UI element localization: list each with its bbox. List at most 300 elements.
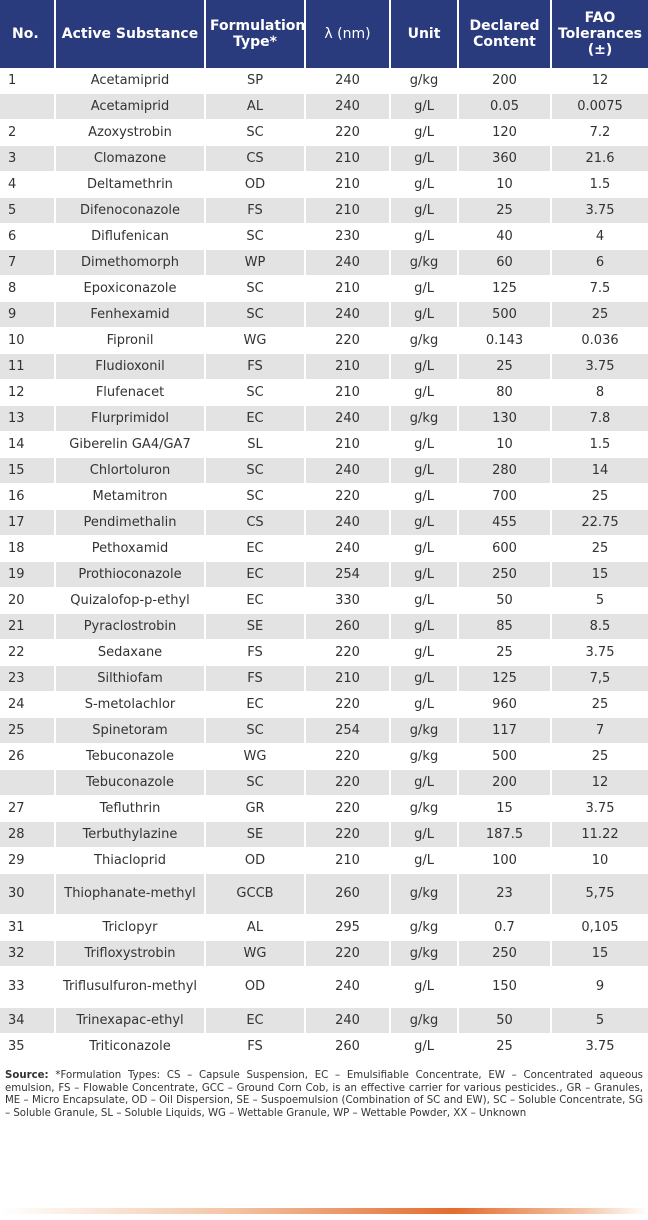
cell-declared-content: 0.05: [458, 94, 551, 120]
cell-wavelength: 220: [305, 770, 390, 796]
cell-wavelength: 210: [305, 432, 390, 458]
cell-unit: g/L: [390, 302, 458, 328]
table-row: [0, 146, 648, 172]
table-row: [0, 718, 648, 744]
cell-no: 10: [0, 328, 55, 354]
table-row: [0, 1034, 648, 1060]
cell-unit: g/L: [390, 120, 458, 146]
cell-fao-tolerance: 3.75: [551, 354, 648, 380]
cell-active-substance: Acetamiprid: [55, 94, 205, 120]
header-no: No.: [0, 0, 55, 68]
cell-fao-tolerance: 1.5: [551, 432, 648, 458]
cell-unit: g/L: [390, 614, 458, 640]
cell-no: 6: [0, 224, 55, 250]
cell-unit: g/L: [390, 588, 458, 614]
table-row: [0, 380, 648, 406]
cell-wavelength: 220: [305, 941, 390, 967]
cell-formulation-type: FS: [205, 666, 305, 692]
cell-no: 28: [0, 822, 55, 848]
header-row: [0, 0, 648, 68]
cell-declared-content: 25: [458, 198, 551, 224]
cell-no: 14: [0, 432, 55, 458]
cell-declared-content: 200: [458, 68, 551, 94]
cell-unit: g/L: [390, 432, 458, 458]
cell-wavelength: 240: [305, 510, 390, 536]
header-unit: Unit: [390, 0, 458, 68]
cell-active-substance: Chlortoluron: [55, 458, 205, 484]
table-row: [0, 510, 648, 536]
cell-formulation-type: GCCB: [205, 874, 305, 915]
cell-active-substance: Difenoconazole: [55, 198, 205, 224]
cell-fao-tolerance: 4: [551, 224, 648, 250]
cell-wavelength: 240: [305, 94, 390, 120]
cell-no: 21: [0, 614, 55, 640]
cell-no: 2: [0, 120, 55, 146]
cell-active-substance: Deltamethrin: [55, 172, 205, 198]
cell-declared-content: 600: [458, 536, 551, 562]
cell-declared-content: 960: [458, 692, 551, 718]
cell-active-substance: Azoxystrobin: [55, 120, 205, 146]
cell-formulation-type: SL: [205, 432, 305, 458]
cell-wavelength: 220: [305, 328, 390, 354]
cell-active-substance: Pyraclostrobin: [55, 614, 205, 640]
cell-wavelength: 240: [305, 406, 390, 432]
cell-wavelength: 240: [305, 1008, 390, 1034]
cell-fao-tolerance: 10: [551, 848, 648, 874]
cell-unit: g/L: [390, 640, 458, 666]
cell-no: 27: [0, 796, 55, 822]
cell-fao-tolerance: 7,5: [551, 666, 648, 692]
cell-wavelength: 260: [305, 614, 390, 640]
cell-fao-tolerance: 15: [551, 562, 648, 588]
cell-wavelength: 220: [305, 822, 390, 848]
cell-active-substance: Triclopyr: [55, 915, 205, 941]
cell-declared-content: 250: [458, 941, 551, 967]
cell-wavelength: 210: [305, 198, 390, 224]
cell-no: 8: [0, 276, 55, 302]
cell-declared-content: 80: [458, 380, 551, 406]
cell-no: 32: [0, 941, 55, 967]
cell-declared-content: 130: [458, 406, 551, 432]
cell-declared-content: 85: [458, 614, 551, 640]
cell-fao-tolerance: 7.8: [551, 406, 648, 432]
cell-active-substance: Metamitron: [55, 484, 205, 510]
cell-no: 18: [0, 536, 55, 562]
cell-wavelength: 230: [305, 224, 390, 250]
cell-declared-content: 250: [458, 562, 551, 588]
cell-active-substance: Fipronil: [55, 328, 205, 354]
cell-fao-tolerance: 3.75: [551, 1034, 648, 1060]
cell-active-substance: Tebuconazole: [55, 770, 205, 796]
cell-wavelength: 330: [305, 588, 390, 614]
cell-active-substance: Flufenacet: [55, 380, 205, 406]
cell-no: 23: [0, 666, 55, 692]
cell-active-substance: Clomazone: [55, 146, 205, 172]
cell-active-substance: Quizalofop-p-ethyl: [55, 588, 205, 614]
cell-formulation-type: EC: [205, 406, 305, 432]
cell-declared-content: 0.7: [458, 915, 551, 941]
cell-declared-content: 23: [458, 874, 551, 915]
cell-active-substance: Pendimethalin: [55, 510, 205, 536]
table-row: [0, 328, 648, 354]
cell-active-substance: Epoxiconazole: [55, 276, 205, 302]
cell-unit: g/kg: [390, 1008, 458, 1034]
cell-no: [0, 770, 55, 796]
table-row: [0, 588, 648, 614]
cell-wavelength: 220: [305, 484, 390, 510]
table-body: [0, 68, 648, 1060]
cell-wavelength: 220: [305, 640, 390, 666]
cell-unit: g/L: [390, 770, 458, 796]
table-row: [0, 967, 648, 1008]
cell-declared-content: 25: [458, 354, 551, 380]
cell-active-substance: Tebuconazole: [55, 744, 205, 770]
cell-fao-tolerance: 7.5: [551, 276, 648, 302]
cell-fao-tolerance: 25: [551, 302, 648, 328]
cell-wavelength: 220: [305, 120, 390, 146]
table-row: [0, 562, 648, 588]
cell-no: 19: [0, 562, 55, 588]
cell-no: 7: [0, 250, 55, 276]
cell-formulation-type: FS: [205, 198, 305, 224]
table-row: [0, 640, 648, 666]
cell-fao-tolerance: 25: [551, 484, 648, 510]
cell-fao-tolerance: 8: [551, 380, 648, 406]
cell-fao-tolerance: 11.22: [551, 822, 648, 848]
cell-declared-content: 280: [458, 458, 551, 484]
cell-declared-content: 10: [458, 172, 551, 198]
cell-no: 25: [0, 718, 55, 744]
cell-declared-content: 700: [458, 484, 551, 510]
cell-no: 11: [0, 354, 55, 380]
cell-wavelength: 240: [305, 68, 390, 94]
cell-no: 16: [0, 484, 55, 510]
cell-wavelength: 210: [305, 276, 390, 302]
table-row: [0, 250, 648, 276]
cell-formulation-type: SP: [205, 68, 305, 94]
source-footnote: [5, 1070, 643, 1120]
cell-no: 13: [0, 406, 55, 432]
cell-fao-tolerance: 0.036: [551, 328, 648, 354]
cell-unit: g/kg: [390, 68, 458, 94]
cell-declared-content: 200: [458, 770, 551, 796]
cell-no: 12: [0, 380, 55, 406]
table-row: [0, 458, 648, 484]
cell-no: 35: [0, 1034, 55, 1060]
cell-declared-content: 117: [458, 718, 551, 744]
cell-formulation-type: SC: [205, 120, 305, 146]
cell-active-substance: Triflusulfuron-methyl: [55, 967, 205, 1008]
table-row: [0, 666, 648, 692]
cell-active-substance: Giberelin GA4/GA7: [55, 432, 205, 458]
cell-no: 1: [0, 68, 55, 94]
cell-unit: g/L: [390, 536, 458, 562]
table-row: [0, 172, 648, 198]
cell-wavelength: 240: [305, 967, 390, 1008]
cell-unit: g/L: [390, 172, 458, 198]
table-row: [0, 796, 648, 822]
cell-wavelength: 210: [305, 666, 390, 692]
header-formulation-type: Formulation Type*: [205, 0, 305, 68]
cell-active-substance: Sedaxane: [55, 640, 205, 666]
cell-active-substance: Pethoxamid: [55, 536, 205, 562]
cell-active-substance: Acetamiprid: [55, 68, 205, 94]
footnote-label: Source:: [5, 1070, 49, 1081]
cell-fao-tolerance: 21.6: [551, 146, 648, 172]
cell-declared-content: 360: [458, 146, 551, 172]
cell-wavelength: 210: [305, 354, 390, 380]
cell-active-substance: Fludioxonil: [55, 354, 205, 380]
cell-unit: g/kg: [390, 941, 458, 967]
cell-declared-content: 100: [458, 848, 551, 874]
cell-wavelength: 210: [305, 172, 390, 198]
cell-unit: g/L: [390, 666, 458, 692]
cell-fao-tolerance: 3.75: [551, 640, 648, 666]
table-row: [0, 770, 648, 796]
cell-formulation-type: OD: [205, 967, 305, 1008]
cell-active-substance: Diflufenican: [55, 224, 205, 250]
cell-formulation-type: WG: [205, 744, 305, 770]
cell-formulation-type: SC: [205, 276, 305, 302]
header-declared-content: Declared Content: [458, 0, 551, 68]
cell-unit: g/kg: [390, 718, 458, 744]
cell-unit: g/kg: [390, 874, 458, 915]
cell-fao-tolerance: 7.2: [551, 120, 648, 146]
cell-unit: g/kg: [390, 328, 458, 354]
cell-unit: g/kg: [390, 406, 458, 432]
cell-wavelength: 210: [305, 380, 390, 406]
table-row: [0, 1008, 648, 1034]
cell-wavelength: 240: [305, 536, 390, 562]
cell-formulation-type: SC: [205, 770, 305, 796]
cell-active-substance: Flurprimidol: [55, 406, 205, 432]
cell-unit: g/L: [390, 510, 458, 536]
cell-active-substance: Thiacloprid: [55, 848, 205, 874]
cell-fao-tolerance: 0.0075: [551, 94, 648, 120]
cell-formulation-type: SC: [205, 458, 305, 484]
cell-formulation-type: SE: [205, 822, 305, 848]
table-row: [0, 822, 648, 848]
cell-unit: g/kg: [390, 915, 458, 941]
cell-no: 24: [0, 692, 55, 718]
cell-declared-content: 125: [458, 276, 551, 302]
cell-active-substance: Prothioconazole: [55, 562, 205, 588]
cell-unit: g/L: [390, 967, 458, 1008]
cell-fao-tolerance: 3.75: [551, 796, 648, 822]
cell-unit: g/L: [390, 198, 458, 224]
table-row: [0, 536, 648, 562]
table-header: [0, 0, 648, 68]
cell-no: 17: [0, 510, 55, 536]
cell-formulation-type: AL: [205, 94, 305, 120]
cell-declared-content: 50: [458, 588, 551, 614]
table-row: [0, 354, 648, 380]
cell-declared-content: 455: [458, 510, 551, 536]
cell-formulation-type: EC: [205, 1008, 305, 1034]
cell-declared-content: 120: [458, 120, 551, 146]
cell-wavelength: 254: [305, 718, 390, 744]
table-row: [0, 302, 648, 328]
cell-fao-tolerance: 5: [551, 588, 648, 614]
cell-formulation-type: EC: [205, 692, 305, 718]
cell-formulation-type: WG: [205, 328, 305, 354]
cell-formulation-type: OD: [205, 172, 305, 198]
table-row: [0, 224, 648, 250]
cell-formulation-type: WG: [205, 941, 305, 967]
table-row: [0, 484, 648, 510]
cell-declared-content: 40: [458, 224, 551, 250]
cell-no: 15: [0, 458, 55, 484]
cell-declared-content: 187.5: [458, 822, 551, 848]
cell-formulation-type: EC: [205, 562, 305, 588]
table-row: [0, 692, 648, 718]
cell-active-substance: Triticonazole: [55, 1034, 205, 1060]
cell-fao-tolerance: 5,75: [551, 874, 648, 915]
table-row: [0, 94, 648, 120]
cell-no: [0, 94, 55, 120]
cell-fao-tolerance: 14: [551, 458, 648, 484]
cell-no: 26: [0, 744, 55, 770]
cell-unit: g/L: [390, 146, 458, 172]
cell-unit: g/L: [390, 276, 458, 302]
cell-wavelength: 210: [305, 146, 390, 172]
cell-unit: g/L: [390, 1034, 458, 1060]
cell-no: 9: [0, 302, 55, 328]
cell-declared-content: 150: [458, 967, 551, 1008]
table-row: [0, 406, 648, 432]
cell-fao-tolerance: 9: [551, 967, 648, 1008]
cell-no: 29: [0, 848, 55, 874]
cell-formulation-type: GR: [205, 796, 305, 822]
cell-unit: g/L: [390, 562, 458, 588]
cell-formulation-type: SC: [205, 302, 305, 328]
cell-formulation-type: CS: [205, 510, 305, 536]
table-row: [0, 432, 648, 458]
cell-no: 31: [0, 915, 55, 941]
cell-active-substance: Trifloxystrobin: [55, 941, 205, 967]
cell-declared-content: 60: [458, 250, 551, 276]
cell-declared-content: 125: [458, 666, 551, 692]
cell-fao-tolerance: 8.5: [551, 614, 648, 640]
table-row: [0, 120, 648, 146]
cell-declared-content: 10: [458, 432, 551, 458]
cell-formulation-type: FS: [205, 354, 305, 380]
table-row: [0, 614, 648, 640]
cell-unit: g/L: [390, 458, 458, 484]
cell-no: 22: [0, 640, 55, 666]
cell-declared-content: 15: [458, 796, 551, 822]
cell-unit: g/L: [390, 354, 458, 380]
cell-wavelength: 240: [305, 302, 390, 328]
cell-fao-tolerance: 7: [551, 718, 648, 744]
footnote-text: *Formulation Types: CS – Capsule Suspension, EC – Emulsifiable Concentrate, EW – Concentrated aqueous emulsion, FS – Flowable Concentrate, GCC – Ground Corn Cob, is an effective carrier for various pesticides., GR – Granules, ME – Micro Encapsulate, OD – Oil Dispersion, SE – Suspoemulsion (Combination of SC and EW), SC – Soluble Concentrate, SG – Soluble Granule, SL – Soluble Liquids, WG – Wettable Granule, WP – Wettable Powder, XX – Unknown: [5, 1070, 643, 1119]
cell-active-substance: Terbuthylazine: [55, 822, 205, 848]
cell-fao-tolerance: 22.75: [551, 510, 648, 536]
cell-wavelength: 260: [305, 1034, 390, 1060]
cell-formulation-type: FS: [205, 640, 305, 666]
cell-unit: g/L: [390, 94, 458, 120]
cell-wavelength: 240: [305, 250, 390, 276]
cell-wavelength: 220: [305, 692, 390, 718]
cell-formulation-type: EC: [205, 536, 305, 562]
table-row: [0, 848, 648, 874]
cell-unit: g/L: [390, 380, 458, 406]
header-wavelength: λ (nm): [305, 0, 390, 68]
cell-declared-content: 50: [458, 1008, 551, 1034]
cell-formulation-type: SE: [205, 614, 305, 640]
cell-wavelength: 260: [305, 874, 390, 915]
table-row: [0, 276, 648, 302]
cell-active-substance: S-metolachlor: [55, 692, 205, 718]
cell-fao-tolerance: 25: [551, 692, 648, 718]
cell-declared-content: 0.143: [458, 328, 551, 354]
cell-no: 33: [0, 967, 55, 1008]
cell-fao-tolerance: 6: [551, 250, 648, 276]
cell-formulation-type: FS: [205, 1034, 305, 1060]
cell-no: 34: [0, 1008, 55, 1034]
table-row: [0, 874, 648, 915]
cell-wavelength: 240: [305, 458, 390, 484]
cell-unit: g/L: [390, 692, 458, 718]
cell-active-substance: Trinexapac-ethyl: [55, 1008, 205, 1034]
cell-wavelength: 210: [305, 848, 390, 874]
cell-unit: g/L: [390, 484, 458, 510]
cell-formulation-type: EC: [205, 588, 305, 614]
cell-wavelength: 295: [305, 915, 390, 941]
cell-active-substance: Silthiofam: [55, 666, 205, 692]
cell-active-substance: Dimethomorph: [55, 250, 205, 276]
cell-formulation-type: SC: [205, 224, 305, 250]
cell-wavelength: 254: [305, 562, 390, 588]
cell-fao-tolerance: 12: [551, 770, 648, 796]
table-row: [0, 198, 648, 224]
cell-active-substance: Tefluthrin: [55, 796, 205, 822]
cell-formulation-type: CS: [205, 146, 305, 172]
cell-active-substance: Fenhexamid: [55, 302, 205, 328]
cell-no: 4: [0, 172, 55, 198]
cell-formulation-type: AL: [205, 915, 305, 941]
cell-formulation-type: SC: [205, 718, 305, 744]
cell-fao-tolerance: 3.75: [551, 198, 648, 224]
cell-no: 20: [0, 588, 55, 614]
cell-declared-content: 500: [458, 744, 551, 770]
cell-no: 30: [0, 874, 55, 915]
cell-formulation-type: SC: [205, 484, 305, 510]
cell-unit: g/L: [390, 822, 458, 848]
cell-unit: g/kg: [390, 796, 458, 822]
cell-formulation-type: WP: [205, 250, 305, 276]
cell-declared-content: 500: [458, 302, 551, 328]
cell-no: 5: [0, 198, 55, 224]
cell-formulation-type: SC: [205, 380, 305, 406]
table-row: [0, 68, 648, 94]
cell-fao-tolerance: 1.5: [551, 172, 648, 198]
cell-declared-content: 25: [458, 1034, 551, 1060]
cell-fao-tolerance: 0,105: [551, 915, 648, 941]
table-row: [0, 744, 648, 770]
cell-unit: g/L: [390, 848, 458, 874]
cell-declared-content: 25: [458, 640, 551, 666]
cell-fao-tolerance: 15: [551, 941, 648, 967]
header-active-substance: Active Substance: [55, 0, 205, 68]
cell-no: 3: [0, 146, 55, 172]
table-row: [0, 941, 648, 967]
decorative-gradient-bar: [0, 1208, 648, 1214]
cell-unit: g/kg: [390, 744, 458, 770]
cell-unit: g/L: [390, 224, 458, 250]
cell-fao-tolerance: 25: [551, 536, 648, 562]
header-fao-tolerances: FAO Tolerances (±): [551, 0, 648, 68]
